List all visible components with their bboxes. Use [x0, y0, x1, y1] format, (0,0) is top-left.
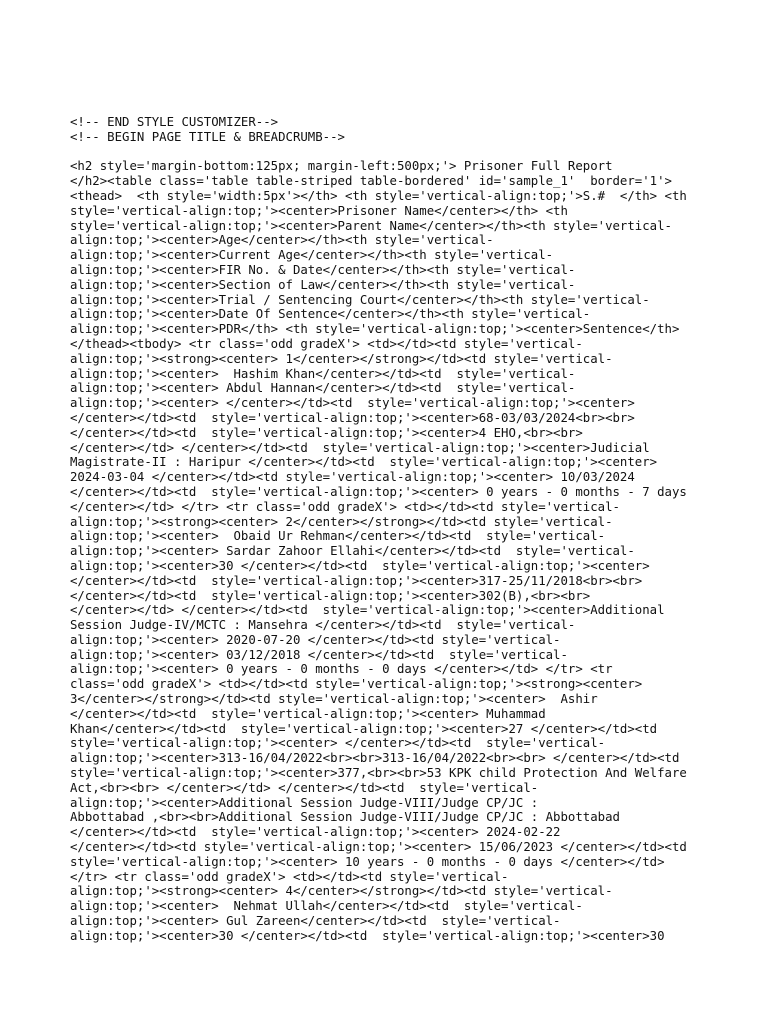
text-line: </center></td><td style='vertical-align:top;'><center>317-25/11/2018<br><br>: [70, 573, 643, 588]
text-line: align:top;'><center>Date Of Sentence</center></th><th style='vertical-: [70, 307, 591, 322]
text-line: style='vertical-align:top;'><center> 10 years - 0 months - 0 days </center></td>: [70, 854, 665, 869]
text-line: align:top;'><center> 2020-07-20 </center></td><td style='vertical-: [70, 632, 561, 647]
text-line: 2024-03-04 </center></td><td style='vertical-align:top;'><center> 10/03/2024: [70, 470, 635, 485]
document-text: [70, 115, 720, 944]
text-line: align:top;'><center> Hashim Khan</center></td><td style='vertical-: [70, 366, 576, 381]
text-line: <h2 style='margin-bottom:125px; margin-left:500px;'> Prisoner Full Report: [70, 159, 613, 174]
text-line: <thead> <th style='width:5px'></th> <th style='vertical-align:top;'>S.# </th> <th: [70, 188, 687, 203]
text-line: </center></td><td style='vertical-align:top;'><center> Muhammad: [70, 706, 546, 721]
text-line: </center></td><td style='vertical-align:top;'><center> 2024-02-22: [70, 825, 561, 840]
text-line: Magistrate-II : Haripur </center></td><td style='vertical-align:top;'><center>: [70, 455, 658, 470]
text-line: align:top;'><center>Trial / Sentencing Court</center></th><th style='vertical-: [70, 292, 650, 307]
text-line: Session Judge-IV/MCTC : Mansehra </center></td><td style='vertical-: [70, 618, 576, 633]
text-line: Abbottabad ,<br><br>Additional Session Judge-VIII/Judge CP/JC : Abbottabad: [70, 810, 620, 825]
text-line: align:top;'><strong><center> 1</center></strong></td><td style='vertical-: [70, 351, 613, 366]
text-line: 3</center></strong></td><td style='vertical-align:top;'><center> Ashir: [70, 692, 598, 707]
text-line: style='vertical-align:top;'><center>Prisoner Name</center></th> <th: [70, 203, 568, 218]
text-line: </h2><table class='table table-striped table-bordered' id='sample_1' border='1'>: [70, 174, 672, 189]
text-line: align:top;'><center> Obaid Ur Rehman</center></td><td style='vertical-: [70, 529, 606, 544]
text-line: align:top;'><center> 03/12/2018 </center></td><td style='vertical-: [70, 647, 568, 662]
text-line: align:top;'><center>Section of Law</center></th><th style='vertical-: [70, 277, 576, 292]
text-line: style='vertical-align:top;'><center>Parent Name</center></th><th style='vertical-: [70, 218, 672, 233]
text-line: align:top;'><strong><center> 4</center></strong></td><td style='vertical-: [70, 884, 613, 899]
text-line: align:top;'><center>Age</center></th><th style='vertical-: [70, 233, 494, 248]
text-line: </center></td><td style='vertical-align:top;'><center> 15/06/2023 </center></td><td: [70, 840, 687, 855]
text-line: align:top;'><center>FIR No. & Date</center></th><th style='vertical-: [70, 262, 576, 277]
text-line: </center></td> </center></td><td style='vertical-align:top;'><center>Additional: [70, 603, 665, 618]
text-line: class='odd gradeX'> <td></td><td style='vertical-align:top;'><strong><center>: [70, 677, 643, 692]
text-line: align:top;'><center> </center></td><td style='vertical-align:top;'><center>: [70, 396, 635, 411]
text-line: align:top;'><center>30 </center></td><td style='vertical-align:top;'><center>: [70, 558, 650, 573]
text-line: align:top;'><center>30 </center></td><td style='vertical-align:top;'><center>30: [70, 928, 665, 943]
text-line: align:top;'><center> Gul Zareen</center></td><td style='vertical-: [70, 914, 561, 929]
text-line: align:top;'><center>Additional Session Judge-VIII/Judge CP/JC :: [70, 795, 539, 810]
text-line: align:top;'><center> Abdul Hannan</center></td><td style='vertical-: [70, 381, 576, 396]
text-line: Khan</center></td><td style='vertical-align:top;'><center>27 </center></td><td: [70, 721, 658, 736]
text-line: </tr> <tr class='odd gradeX'> <td></td><td style='vertical-: [70, 869, 509, 884]
text-line: </center></td><td style='vertical-align:top;'><center>68-03/03/2024<br><br>: [70, 410, 635, 425]
text-line: </center></td> </tr> <tr class='odd gradeX'> <td></td><td style='vertical-: [70, 499, 620, 514]
text-line: </center></td> </center></td><td style='vertical-align:top;'><center>Judicial: [70, 440, 650, 455]
text-line: </thead><tbody> <tr class='odd gradeX'> <td></td><td style='vertical-: [70, 336, 583, 351]
text-line: align:top;'><center>PDR</th> <th style='vertical-align:top;'><center>Sentence</th>: [70, 322, 680, 337]
text-line: align:top;'><center> Sardar Zahoor Ellahi</center></td><td style='vertical-: [70, 544, 635, 559]
text-line: </center></td><td style='vertical-align:top;'><center> 0 years - 0 months - 7 days: [70, 484, 687, 499]
text-line: [70, 145, 720, 160]
text-line: align:top;'><center> 0 years - 0 months - 0 days </center></td> </tr> <tr: [70, 662, 613, 677]
text-line: </center></td><td style='vertical-align:top;'><center>302(B),<br><br>: [70, 588, 591, 603]
text-line: align:top;'><center>Current Age</center></th><th style='vertical-: [70, 248, 554, 263]
text-line: </center></td><td style='vertical-align:top;'><center>4 EHO,<br><br>: [70, 425, 583, 440]
text-line: <!-- BEGIN PAGE TITLE & BREADCRUMB-->: [70, 129, 345, 144]
text-line: align:top;'><strong><center> 2</center></strong></td><td style='vertical-: [70, 514, 613, 529]
text-line: Act,<br><br> </center></td> </center></td><td style='vertical-: [70, 780, 539, 795]
text-line: align:top;'><center>313-16/04/2022<br><br>313-16/04/2022<br><br> </center></td><td: [70, 751, 680, 766]
text-line: align:top;'><center> Nehmat Ullah</center></td><td style='vertical-: [70, 899, 583, 914]
text-line: style='vertical-align:top;'><center>377,<br><br>53 KPK child Protection And Welfare: [70, 766, 687, 781]
text-line: style='vertical-align:top;'><center> </center></td><td style='vertical-: [70, 736, 606, 751]
text-line: <!-- END STYLE CUSTOMIZER-->: [70, 115, 279, 129]
